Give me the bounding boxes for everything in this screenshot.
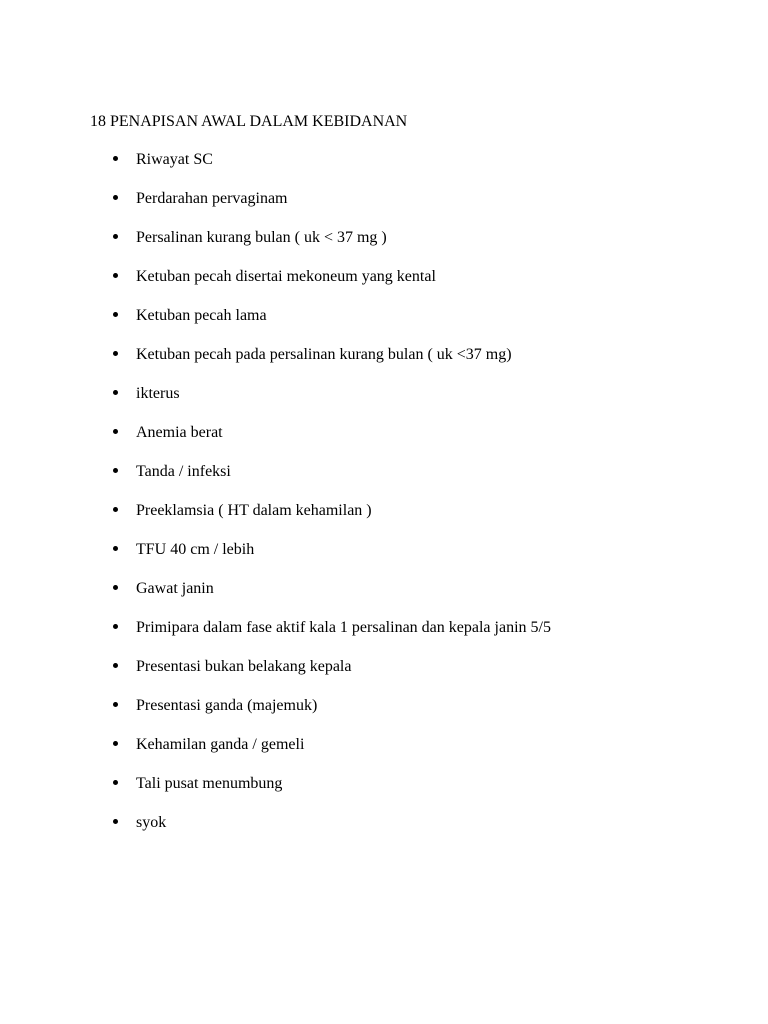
list-item-text: TFU 40 cm / lebih: [136, 541, 255, 558]
list-item-text: Ketuban pecah disertai mekoneum yang kental: [136, 268, 436, 285]
list-item-text: Primipara dalam fase aktif kala 1 persalinan dan kepala janin 5/5: [136, 619, 551, 636]
list-item: [0, 501, 700, 540]
list-item: [0, 813, 700, 852]
list-item: [0, 267, 700, 306]
bullet-icon: [113, 780, 118, 785]
bullet-icon: [113, 273, 118, 278]
list-item: [0, 189, 700, 228]
list-item-text: Tali pusat menumbung: [136, 775, 283, 792]
bullet-icon: [113, 585, 118, 590]
list-item-text: Persalinan kurang bulan ( uk < 37 mg ): [136, 229, 387, 246]
list-item-text: ikterus: [136, 385, 180, 402]
list-item-text: Presentasi ganda (majemuk): [136, 697, 318, 714]
bullet-icon: [113, 351, 118, 356]
list-item: [0, 423, 700, 462]
list-item: [0, 696, 700, 735]
bullet-icon: [113, 507, 118, 512]
list-item-text: Anemia berat: [136, 424, 223, 441]
list-item-text: Riwayat SC: [136, 151, 213, 168]
list-item: [0, 150, 700, 189]
bullet-icon: [113, 624, 118, 629]
list-item: [0, 384, 700, 423]
list-item: [0, 735, 700, 774]
bullet-icon: [113, 702, 118, 707]
list-item-text: Presentasi bukan belakang kepala: [136, 658, 352, 675]
document-title: 18 PENAPISAN AWAL DALAM KEBIDANAN: [90, 113, 408, 130]
bullet-icon: [113, 234, 118, 239]
bullet-icon: [113, 663, 118, 668]
list-item: [0, 657, 700, 696]
bullet-icon: [113, 390, 118, 395]
bullet-icon: [113, 312, 118, 317]
list-item: [0, 462, 700, 501]
list-item-text: Kehamilan ganda / gemeli: [136, 736, 305, 753]
list-item-text: Preeklamsia ( HT dalam kehamilan ): [136, 502, 372, 519]
list-item-text: Gawat janin: [136, 580, 214, 597]
list-item: [0, 228, 700, 267]
list-item-text: Ketuban pecah pada persalinan kurang bulan ( uk <37 mg): [136, 346, 512, 363]
list-item-text: syok: [136, 814, 167, 831]
bullet-icon: [113, 468, 118, 473]
list-item: [0, 579, 700, 618]
list-item-text: Ketuban pecah lama: [136, 307, 267, 324]
list-item: [0, 306, 700, 345]
bullet-icon: [113, 429, 118, 434]
list-item: [0, 345, 700, 384]
bullet-icon: [113, 546, 118, 551]
bullet-icon: [113, 819, 118, 824]
list-item-text: Tanda / infeksi: [136, 463, 231, 480]
list-item-text: Perdarahan pervaginam: [136, 190, 288, 207]
bullet-icon: [113, 195, 118, 200]
screening-list: [0, 150, 700, 852]
list-item: [0, 774, 700, 813]
bullet-icon: [113, 741, 118, 746]
list-item: [0, 540, 700, 579]
bullet-icon: [113, 156, 118, 161]
list-item: [0, 618, 700, 657]
